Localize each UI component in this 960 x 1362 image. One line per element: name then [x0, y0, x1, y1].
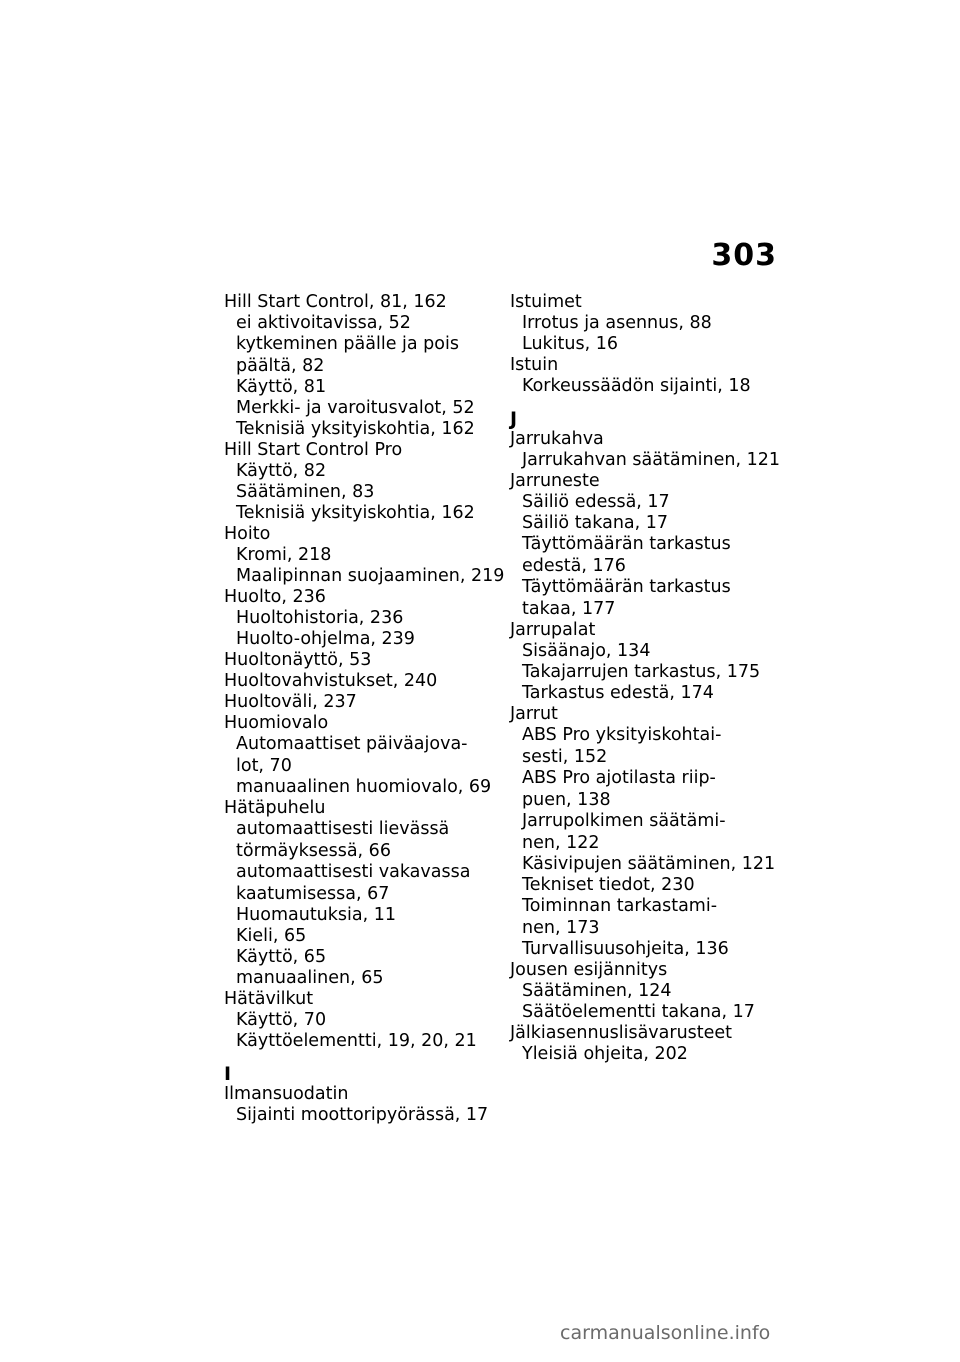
index-subentry-line: Maalipinnan suojaaminen, 219: [236, 566, 505, 586]
index-entry-main: Hätävilkut: [224, 989, 314, 1009]
index-subentry-line: Huomautuksia, 11: [236, 905, 397, 925]
index-entry-main: Jarrupalat: [510, 620, 596, 640]
index-entry-main: Istuimet: [510, 292, 582, 312]
index-subentry-line: Korkeussäädön sijainti, 18: [522, 376, 751, 396]
index-subentry-line: sesti, 152: [522, 747, 608, 767]
index-subentry-line: Tekniset tiedot, 230: [522, 875, 695, 895]
index-entry: [510, 471, 795, 620]
index-subentry: [224, 734, 509, 777]
index-subentry: [510, 577, 795, 620]
index-subentry: [510, 534, 795, 577]
index-entry: [224, 1084, 509, 1126]
index-subentry: [224, 566, 509, 587]
index-subentry: [510, 981, 795, 1002]
watermark-text: carmanualsonline.info: [560, 1322, 771, 1344]
index-subentry: [510, 875, 795, 896]
index-subentry-line: kytkeminen päälle ja pois: [236, 334, 459, 354]
index-subentry: [510, 683, 795, 704]
index-subentry: [224, 313, 509, 334]
index-subentry-line: Merkki- ja varoitusvalot, 52: [236, 398, 475, 418]
page-number: 303: [711, 238, 777, 273]
index-subentry-line: törmäyksessä, 66: [236, 841, 391, 861]
index-subentry-line: Irrotus ja asennus, 88: [522, 313, 712, 333]
index-subentry: [224, 1031, 509, 1052]
index-subentry-line: Huolto-ohjelma, 239: [236, 629, 415, 649]
index-letter-heading: I: [224, 1063, 232, 1085]
index-entry: [510, 960, 795, 1023]
index-subentry-line: nen, 173: [522, 918, 600, 938]
index-subentry: [510, 376, 795, 397]
index-entry: [510, 1023, 795, 1065]
index-subentry-line: takaa, 177: [522, 599, 616, 619]
index-entry: [224, 798, 509, 989]
index-entry: [224, 671, 509, 692]
index-subentry-line: Huoltohistoria, 236: [236, 608, 404, 628]
index-subentry: [224, 461, 509, 482]
index-subentry-line: manuaalinen, 65: [236, 968, 384, 988]
index-subentry: [224, 482, 509, 503]
index-subentry-line: Säätäminen, 124: [522, 981, 672, 1001]
index-entry: [224, 440, 509, 524]
index-subentry-line: Täyttömäärän tarkastus: [522, 577, 731, 597]
index-entry-main: Ilmansuodatin: [224, 1084, 349, 1104]
index-subentry: [510, 811, 795, 854]
index-subentry-line: Toiminnan tarkastami-: [522, 896, 718, 916]
index-entry-main: Huomiovalo: [224, 713, 329, 733]
index-subentry-line: ABS Pro ajotilasta riip-: [522, 768, 716, 788]
index-subentry: [510, 641, 795, 662]
index-entry-main: Jarrut: [510, 704, 558, 724]
index-subentry: [510, 334, 795, 355]
index-entry: [224, 650, 509, 671]
index-entry: [510, 704, 795, 960]
index-subentry-line: Käyttöelementti, 19, 20, 21: [236, 1031, 477, 1051]
index-subentry-line: Kieli, 65: [236, 926, 307, 946]
index-subentry: [224, 377, 509, 398]
index-subentry: [224, 398, 509, 419]
index-subentry-line: Jarrupolkimen säätämi-: [522, 811, 726, 831]
index-subentry: [224, 926, 509, 947]
index-subentry-line: automaattisesti vakavassa: [236, 862, 471, 882]
index-subentry-line: edestä, 176: [522, 556, 626, 576]
index-subentry-line: ABS Pro yksityiskohtai-: [522, 725, 722, 745]
index-subentry-line: Käyttö, 82: [236, 461, 327, 481]
index-subentry: [224, 334, 509, 377]
index-subentry-line: Lukitus, 16: [522, 334, 618, 354]
index-subentry: [224, 545, 509, 566]
index-subentry: [510, 513, 795, 534]
index-entry: [224, 587, 509, 650]
index-subentry-line: Yleisiä ohjeita, 202: [522, 1044, 688, 1064]
index-subentry: [510, 896, 795, 939]
index-subentry-line: Teknisiä yksityiskohtia, 162: [236, 503, 475, 523]
index-entry: [224, 524, 509, 587]
index-entry-main: Jarrukahva: [510, 429, 604, 449]
index-entry: [224, 713, 509, 798]
index-entry-main: Huoltoväli, 237: [224, 692, 357, 712]
index-subentry-line: Käyttö, 81: [236, 377, 327, 397]
index-subentry-line: automaattisesti lievässä: [236, 819, 450, 839]
index-entry-main: Istuin: [510, 355, 559, 375]
index-subentry-line: Kromi, 218: [236, 545, 332, 565]
index-entry-main: Huoltonäyttö, 53: [224, 650, 372, 670]
index-subentry-line: Säiliö edessä, 17: [522, 492, 670, 512]
index-subentry-line: Säätäminen, 83: [236, 482, 375, 502]
index-subentry: [510, 768, 795, 811]
index-subentry: [510, 313, 795, 334]
index-subentry: [224, 629, 509, 650]
index-subentry: [224, 947, 509, 968]
index-entry-main: Hill Start Control Pro: [224, 440, 403, 460]
index-subentry-line: puen, 138: [522, 790, 611, 810]
index-entry-main: Hill Start Control, 81, 162: [224, 292, 447, 312]
index-subentry: [224, 968, 509, 989]
index-entry: [224, 292, 509, 440]
index-entry-main: Jarruneste: [510, 471, 600, 491]
index-subentry: [224, 777, 509, 798]
index-subentry-line: Täyttömäärän tarkastus: [522, 534, 731, 554]
index-subentry-line: manuaalinen huomiovalo, 69: [236, 777, 492, 797]
index-subentry: [224, 1105, 509, 1126]
index-subentry-line: päältä, 82: [236, 356, 325, 376]
index-subentry: [510, 662, 795, 683]
index-subentry-line: Säätöelementti takana, 17: [522, 1002, 755, 1022]
index-letter-heading: J: [510, 408, 518, 430]
index-entry-main: Hätäpuhelu: [224, 798, 326, 818]
index-column-right: [510, 292, 795, 1065]
index-subentry-line: Sijainti moottoripyörässä, 17: [236, 1105, 489, 1125]
index-subentry-line: Sisäänajo, 134: [522, 641, 651, 661]
index-subentry: [224, 819, 509, 862]
index-column-left: [224, 292, 509, 1126]
index-entry-main: Huoltovahvistukset, 240: [224, 671, 438, 691]
index-subentry-line: Säiliö takana, 17: [522, 513, 669, 533]
index-subentry-line: Teknisiä yksityiskohtia, 162: [236, 419, 475, 439]
index-entry: [224, 692, 509, 713]
index-subentry: [224, 503, 509, 524]
index-entry: [224, 989, 509, 1052]
index-entry-main: Jousen esijännitys: [510, 960, 668, 980]
index-entry: [510, 292, 795, 355]
index-entry-main: Jälkiasennuslisävarusteet: [510, 1023, 733, 1043]
index-subentry: [224, 862, 509, 905]
index-subentry: [510, 1044, 795, 1065]
index-subentry-line: kaatumisessa, 67: [236, 884, 390, 904]
index-subentry-line: Takajarrujen tarkastus, 175: [522, 662, 761, 682]
index-subentry: [510, 939, 795, 960]
index-subentry-line: lot, 70: [236, 756, 292, 776]
index-subentry: [510, 492, 795, 513]
index-subentry-line: nen, 122: [522, 833, 600, 853]
index-entry: [510, 429, 795, 471]
index-entry-main: Hoito: [224, 524, 271, 544]
index-entry: [510, 355, 795, 397]
index-subentry-line: Jarrukahvan säätäminen, 121: [522, 450, 780, 470]
index-subentry: [510, 725, 795, 768]
index-entry-main: Huolto, 236: [224, 587, 326, 607]
index-subentry: [510, 854, 795, 875]
index-subentry-line: Käsivipujen säätäminen, 121: [522, 854, 776, 874]
index-subentry: [510, 450, 795, 471]
index-subentry: [224, 608, 509, 629]
index-subentry: [224, 1010, 509, 1031]
index-subentry-line: Automaattiset päiväajova-: [236, 734, 468, 754]
index-subentry-line: ei aktivoitavissa, 52: [236, 313, 411, 333]
index-subentry-line: Käyttö, 65: [236, 947, 327, 967]
index-entry: [510, 620, 795, 704]
index-subentry-line: Turvallisuusohjeita, 136: [522, 939, 729, 959]
index-subentry: [224, 905, 509, 926]
index-subentry: [224, 419, 509, 440]
index-subentry-line: Tarkastus edestä, 174: [522, 683, 714, 703]
index-subentry-line: Käyttö, 70: [236, 1010, 327, 1030]
index-subentry: [510, 1002, 795, 1023]
